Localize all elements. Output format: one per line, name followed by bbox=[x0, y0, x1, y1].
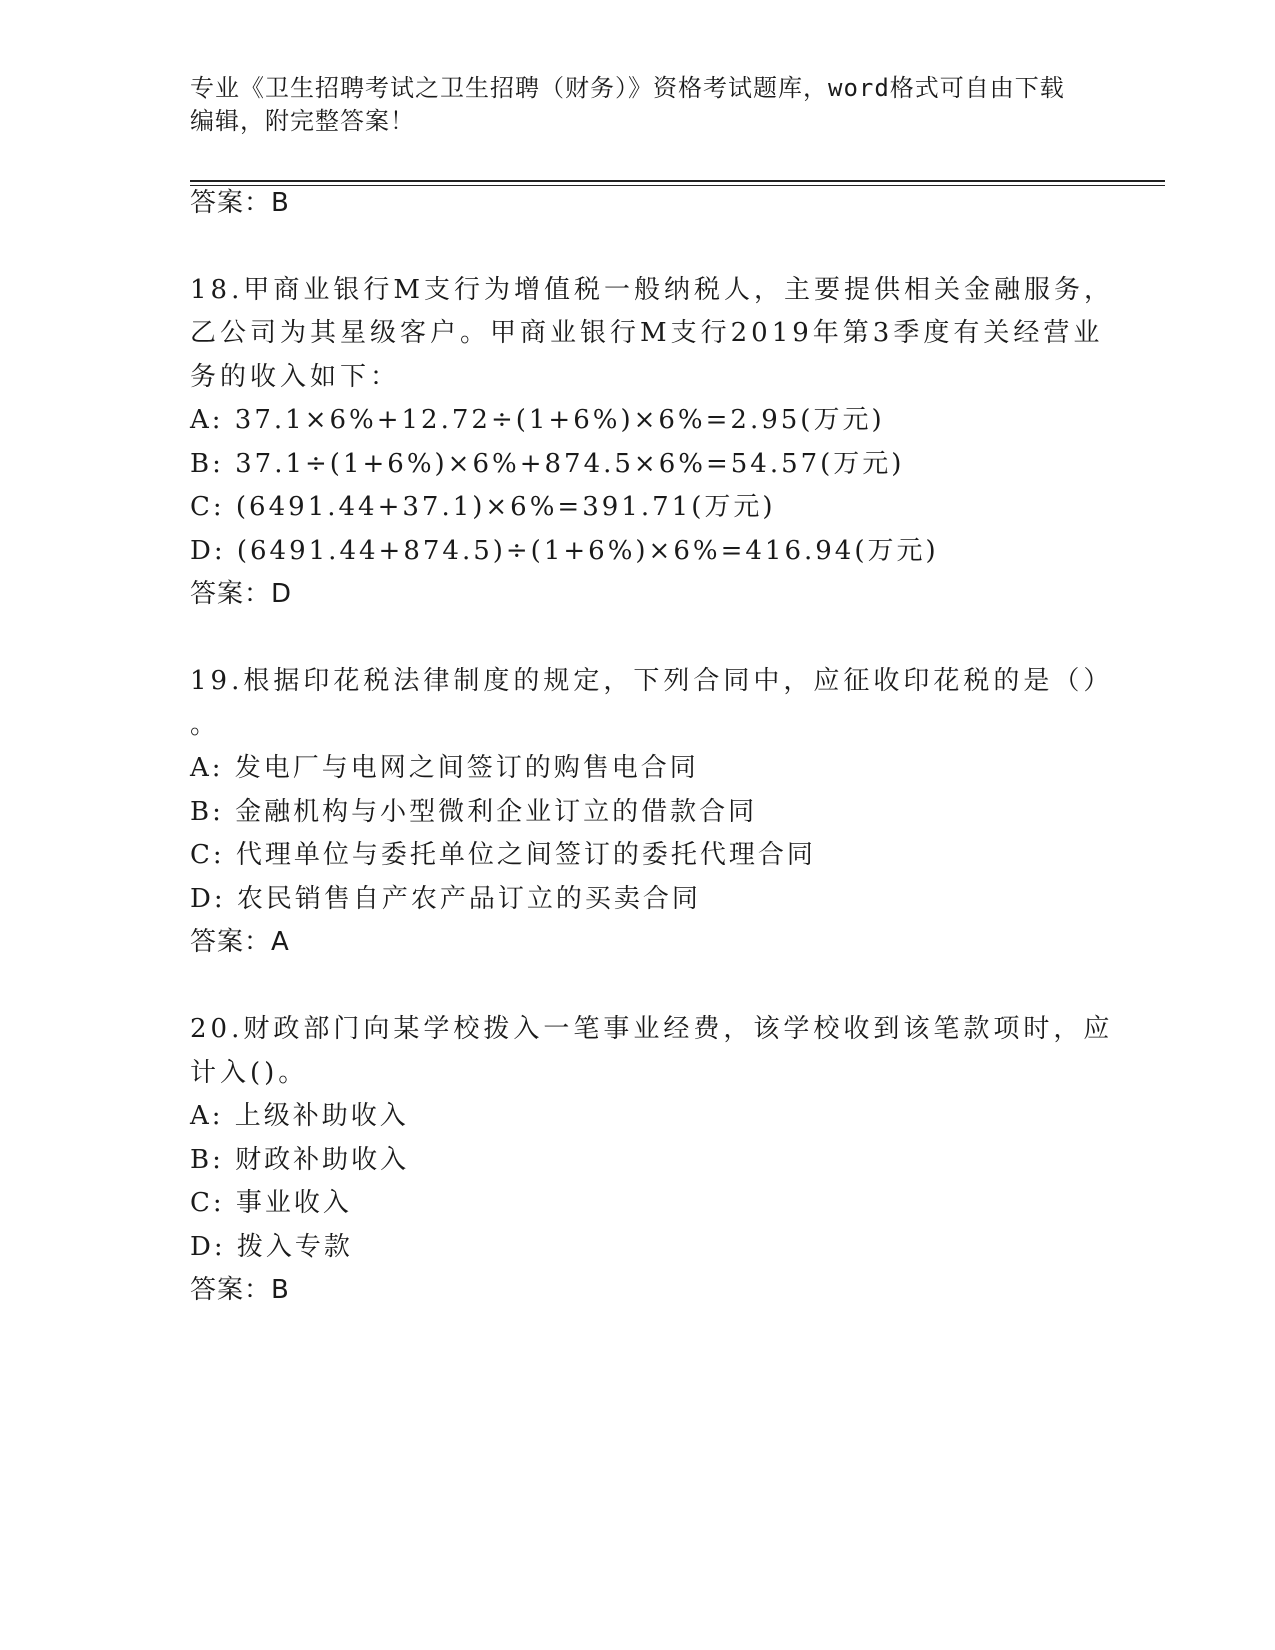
question-18-answer: 答案：D bbox=[190, 579, 293, 609]
question-18-option-c: C: (6491.44+37.1)×6%=391.71(万元) bbox=[190, 492, 776, 522]
question-20-option-b: B: 财政补助收入 bbox=[190, 1145, 410, 1175]
question-20-stem-line-2: 计入()。 bbox=[190, 1058, 309, 1088]
question-18-option-d: D: (6491.44+874.5)÷(1+6%)×6%=416.94(万元) bbox=[190, 536, 939, 566]
question-19-stem-line-2: 。 bbox=[190, 710, 221, 740]
question-19-stem-line-1: 19.根据印花税法律制度的规定，下列合同中，应征收印花税的是（） bbox=[190, 666, 1114, 696]
question-18-stem-line-1: 18.甲商业银行M支行为增值税一般纳税人，主要提供相关金融服务， bbox=[190, 275, 1114, 305]
question-20-option-c: C: 事业收入 bbox=[190, 1188, 352, 1218]
question-19-option-b: B: 金融机构与小型微利企业订立的借款合同 bbox=[190, 797, 758, 827]
question-18-option-a: A: 37.1×6%+12.72÷(1+6%)×6%=2.95(万元) bbox=[190, 405, 885, 435]
question-19-option-d: D: 农民销售自产农产品订立的买卖合同 bbox=[190, 884, 701, 914]
header-line-2: 编辑，附完整答案！ bbox=[190, 107, 415, 135]
question-20-stem-line-1: 20.财政部门向某学校拨入一笔事业经费，该学校收到该笔款项时，应 bbox=[190, 1014, 1114, 1044]
question-18-stem-line-3: 务的收入如下： bbox=[190, 362, 401, 392]
question-19-option-c: C: 代理单位与委托单位之间签订的委托代理合同 bbox=[190, 840, 816, 870]
answer-previous: 答案：B bbox=[190, 188, 290, 218]
question-18-option-b: B: 37.1÷(1+6%)×6%+874.5×6%=54.57(万元) bbox=[190, 449, 905, 479]
document-header bbox=[190, 72, 1090, 138]
question-20-option-d: D: 拨入专款 bbox=[190, 1232, 353, 1262]
question-20-answer: 答案：B bbox=[190, 1275, 290, 1305]
question-20-option-a: A: 上级补助收入 bbox=[190, 1101, 409, 1131]
header-line-1: 专业《卫生招聘考试之卫生招聘（财务）》资格考试题库，word格式可自由下载 bbox=[190, 74, 1065, 102]
header-divider-thin bbox=[190, 185, 1165, 186]
question-19-answer: 答案：A bbox=[190, 927, 290, 957]
header-divider-thick bbox=[190, 180, 1165, 182]
question-18-stem-line-2: 乙公司为其星级客户。甲商业银行M支行2019年第3季度有关经营业 bbox=[190, 318, 1104, 348]
question-19-option-a: A: 发电厂与电网之间签订的购售电合同 bbox=[190, 753, 699, 783]
